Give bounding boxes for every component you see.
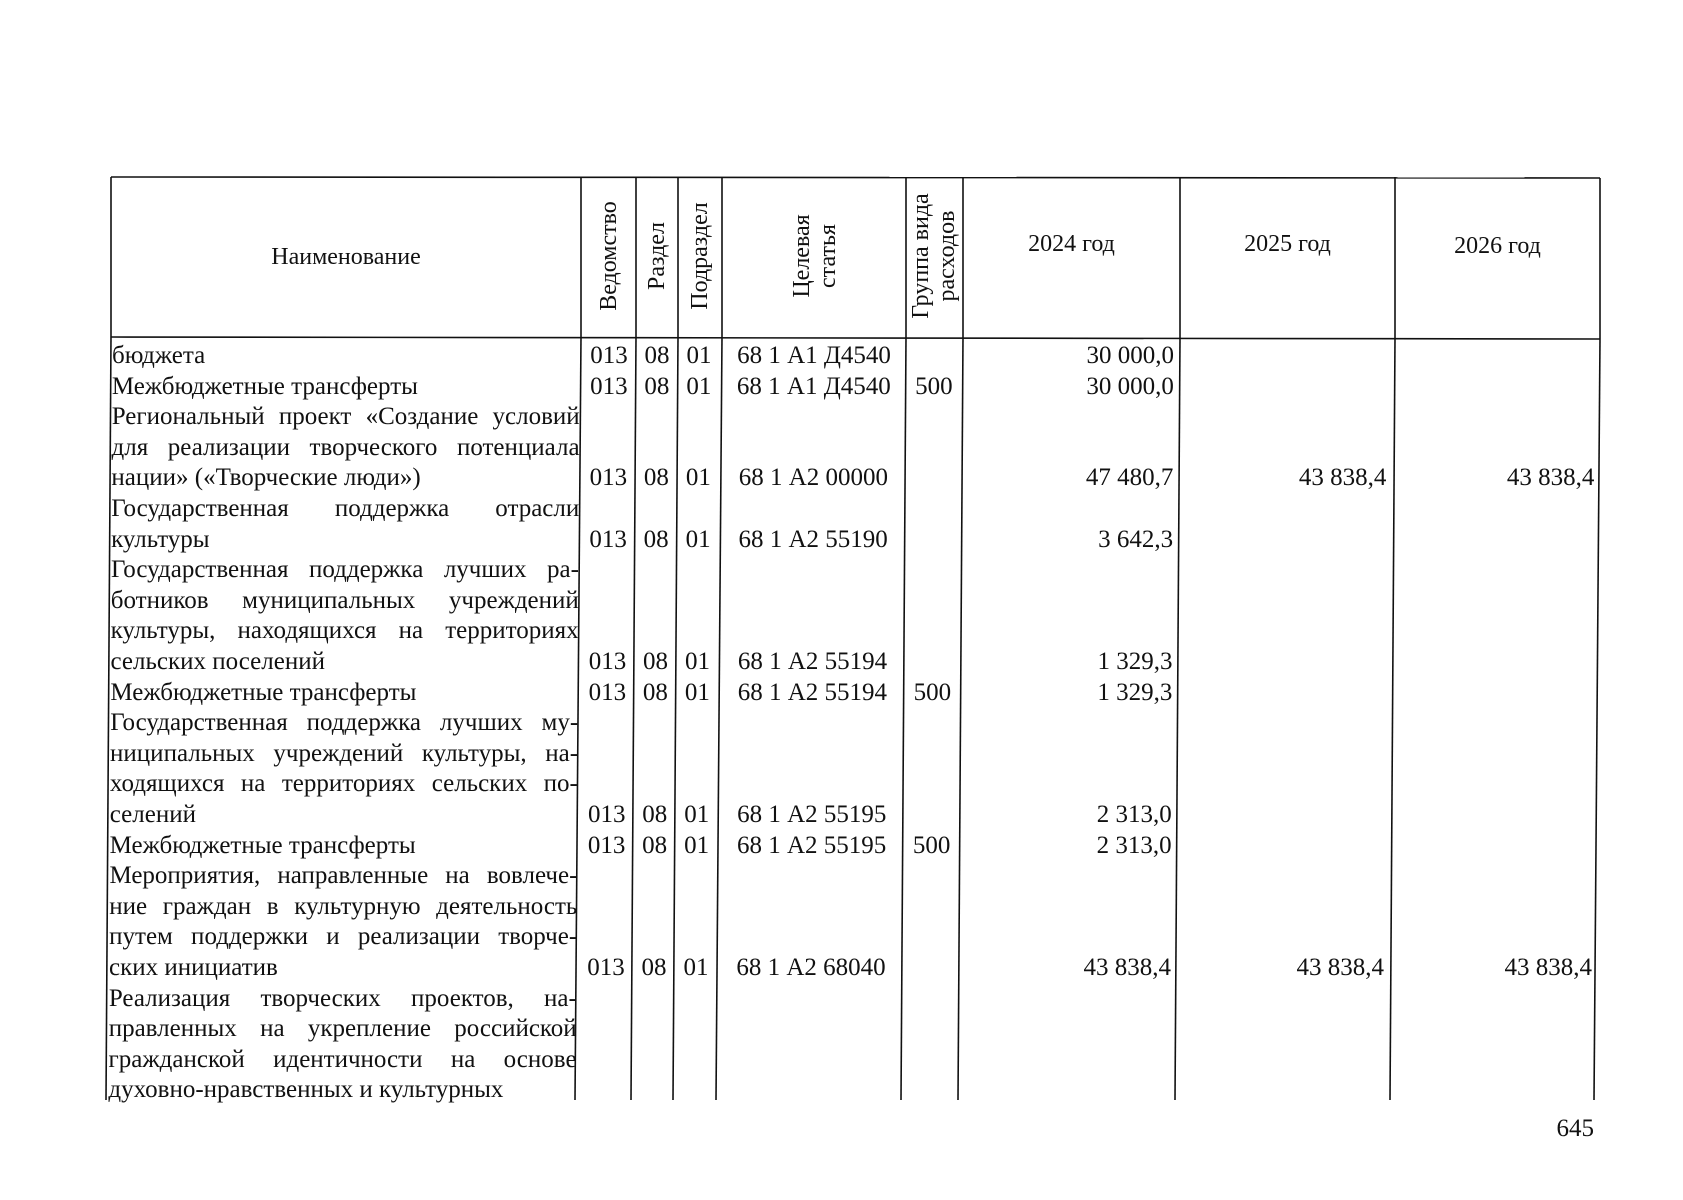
cell-podr: 01 [685,464,711,492]
cell-y2024: 30 000,0 [1086,372,1174,400]
cell-group: 500 [913,678,952,706]
row-name-line: Межбюджетные трансферты [110,678,417,706]
cell-target: 68 1 А2 55195 [736,831,887,859]
cell-y2025: 43 838,4 [1296,954,1384,981]
cell-y2024: 30 000,0 [1086,342,1174,369]
row-name-line: духовно-нравственных и культурных [108,1076,504,1104]
cell-podr: 01 [686,342,712,369]
cell-razd: 08 [643,648,668,675]
row-name-line: селений [109,801,196,828]
cell-y2025: 43 838,4 [1298,464,1387,492]
cell-ved: 013 [588,801,626,828]
header-vedomstvo: Ведомство [596,201,622,311]
cell-razd: 08 [642,678,668,706]
row-name-line: гражданской идентичности на основе [108,1045,577,1073]
header-year-2024: 2024 год [1028,231,1115,257]
cell-ved: 013 [589,464,628,492]
row-name-line: Региональный проект «Создание условий [111,403,580,431]
header-target-line2: статья [815,224,841,288]
row-name-line: для реализации творческого потенциала [111,433,580,461]
cell-target: 68 1 А2 55195 [737,801,887,828]
row-name-line: культуры [111,525,210,553]
cell-target: 68 1 А2 55194 [737,648,888,675]
row-name-line: Государственная поддержка лучших му- [110,709,579,737]
header-podrazdel: Подраздел [687,202,713,310]
header-expense-group [908,193,960,318]
cell-razd: 08 [641,954,667,981]
cell-podr: 01 [685,525,711,553]
cell-target: 68 1 А2 55194 [737,678,887,706]
row-name-line: ходящихся на территориях сельских по- [109,770,578,798]
cell-ved: 013 [587,954,625,981]
row-name-line: Государственная поддержка лучших ра- [110,556,579,584]
cell-ved: 013 [590,372,628,400]
cell-razd: 08 [643,464,669,492]
cell-group: 500 [912,831,951,859]
row-name-line: Межбюджетные трансферты [109,831,416,859]
header-group-line2: расходов [934,210,960,302]
row-name-line: ние граждан в культурную деятельность [109,892,578,920]
cell-y2024: 47 480,7 [1085,464,1174,492]
cell-y2024: 3 642,3 [1098,525,1174,553]
header-year-2025: 2025 год [1244,231,1331,257]
row-name-line: Межбюджетные трансферты [111,372,418,400]
cell-razd: 08 [642,831,668,859]
header-target-article [789,214,841,297]
cell-y2024: 2 313,0 [1096,831,1172,859]
cell-target: 68 1 А1 Д4540 [736,372,891,400]
row-name-line: Государственная поддержка отрасли [111,495,580,522]
cell-y2024: 1 329,3 [1097,678,1173,706]
cell-group: 500 [915,372,953,400]
cell-ved: 013 [588,678,627,706]
cell-y2024: 43 838,4 [1083,954,1171,981]
row-name-line: бюджета [112,342,206,369]
cell-ved: 013 [589,525,627,553]
header-razdel: Раздел [644,222,670,290]
cell-podr: 01 [686,372,712,400]
cell-ved: 013 [587,831,626,859]
cell-podr: 01 [685,648,710,675]
cell-razd: 08 [643,525,669,553]
cell-razd: 08 [642,801,668,828]
header-year-2026: 2026 год [1454,233,1541,259]
cell-razd: 08 [644,342,670,369]
cell-podr: 01 [683,954,709,981]
cell-y2026: 43 838,4 [1506,464,1595,492]
cell-ved: 013 [590,342,628,369]
cell-podr: 01 [684,831,710,859]
cell-target: 68 1 А1 Д4540 [737,342,891,369]
cell-target: 68 1 А2 55190 [738,525,888,553]
cell-y2024: 2 313,0 [1096,801,1172,828]
row-name-line: правленных на укрепление российской [108,1015,577,1043]
row-name-line: путем поддержки и реализации творче- [109,923,578,951]
row-name-line: нации» («Творческие люди») [111,464,421,492]
cell-razd: 08 [644,372,670,400]
page-number: 645 [1556,1115,1594,1142]
row-name-line: сельских поселений [110,648,325,675]
cell-y2024: 1 329,3 [1097,648,1173,675]
cell-ved: 013 [588,648,627,675]
row-name-line: Мероприятия, направленные на вовлече- [109,862,578,890]
row-name-line: ниципальных учреждений культуры, на- [110,739,579,767]
header-name: Наименование [271,244,421,270]
cell-target: 68 1 А2 00000 [738,464,889,492]
row-name-line: Реализация творческих проектов, на- [108,984,577,1012]
row-name-line: ских инициатив [109,954,278,981]
cell-podr: 01 [684,678,710,706]
cell-podr: 01 [684,801,710,828]
cell-y2026: 43 838,4 [1504,954,1592,981]
row-name-line: ботников муниципальных учреждений [110,586,579,614]
header-target-line1: Целевая [789,214,815,298]
cell-target: 68 1 А2 68040 [736,954,886,981]
row-name-line: культуры, находящихся на территориях [110,617,579,645]
header-group-line1: Группа вида [908,193,934,319]
